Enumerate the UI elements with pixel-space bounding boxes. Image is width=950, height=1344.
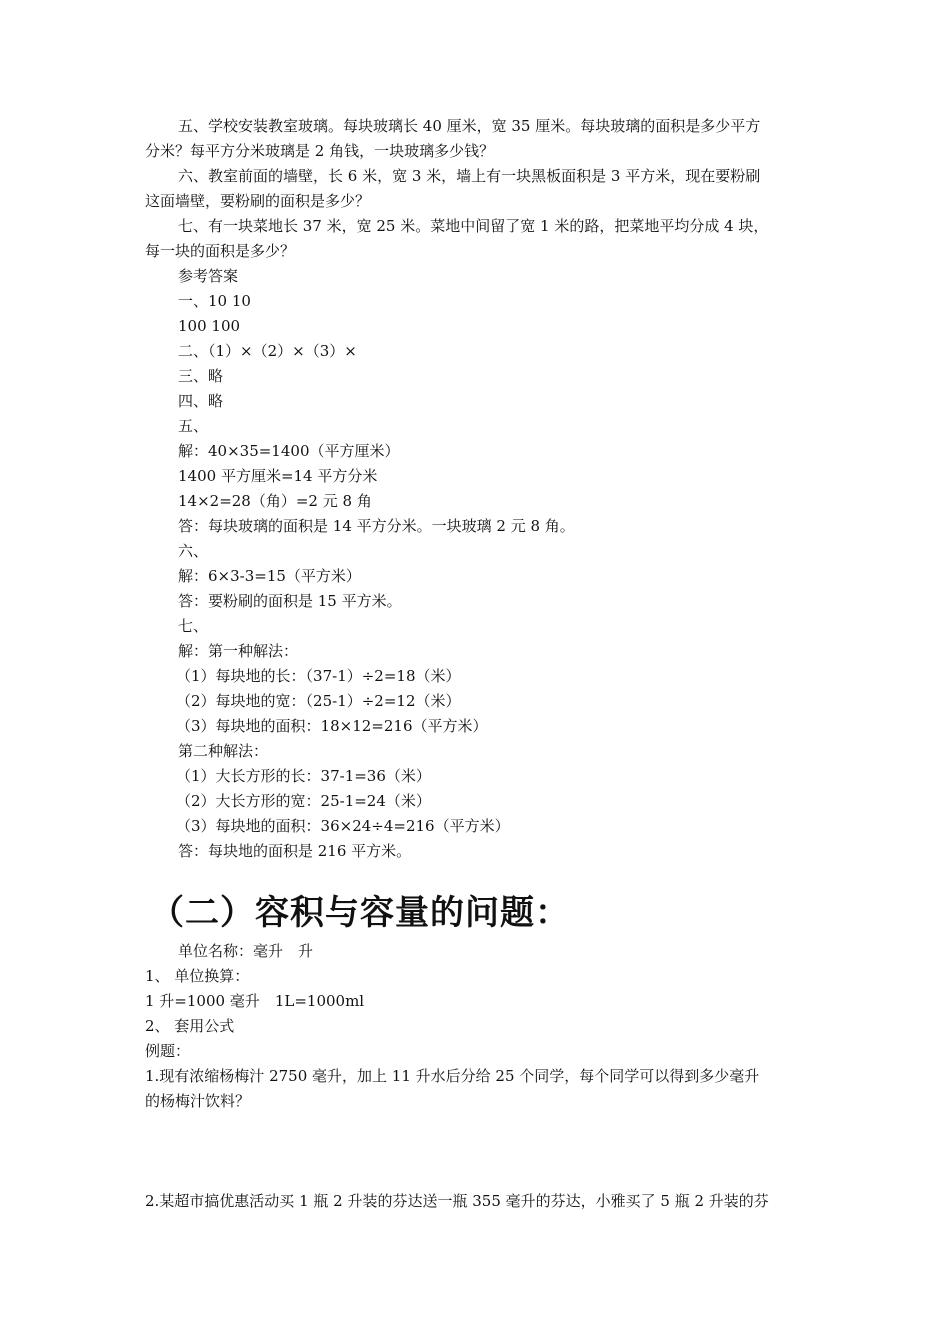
answer-5-label: 五、 bbox=[178, 417, 209, 435]
answers-title: 参考答案 bbox=[178, 267, 239, 285]
answer-5-step-1: 解：40×35=1400（平方厘米） bbox=[178, 442, 400, 460]
problem-5-line-1: 五、学校安装教室玻璃。每块玻璃长 40 厘米，宽 35 厘米。每块玻璃的面积是多少平方 bbox=[178, 117, 761, 135]
example-1-line-1: 1.现有浓缩杨梅汁 2750 毫升，加上 11 升水后分给 25 个同学，每个同学可以得到多少毫升 bbox=[145, 1067, 760, 1085]
answer-7-step-5: （2）大长方形的宽：25-1=24（米） bbox=[176, 792, 431, 810]
answer-7-step-3: （3）每块地的面积：18×12=216（平方米） bbox=[176, 717, 488, 735]
answer-7-method-1: 解：第一种解法： bbox=[178, 642, 299, 660]
problem-7-line-2: 每一块的面积是多少？ bbox=[145, 242, 296, 260]
answer-7-step-2: （2）每块地的宽：（25-1）÷2=12（米） bbox=[176, 692, 461, 710]
example-1-line-2: 的杨梅汁饮料？ bbox=[145, 1092, 251, 1110]
item-1-unit-conversion: 1、 单位换算： bbox=[145, 967, 250, 985]
answer-5-step-3: 14×2=28（角）=2 元 8 角 bbox=[178, 492, 372, 510]
answer-6-label: 六、 bbox=[178, 542, 209, 560]
item-2-formula: 2、 套用公式 bbox=[145, 1017, 235, 1035]
answer-7-method-2: 第二种解法： bbox=[178, 742, 269, 760]
answer-2: 二、（1）×（2）×（3）× bbox=[178, 342, 357, 360]
problem-5-line-2: 分米？每平方分米玻璃是 2 角钱，一块玻璃多少钱？ bbox=[145, 142, 495, 160]
answer-7-step-4: （1）大长方形的长：37-1=36（米） bbox=[176, 767, 431, 785]
answer-6-step-1: 解：6×3-3=15（平方米） bbox=[178, 567, 361, 585]
answer-7-step-6: （3）每块地的面积：36×24÷4=216（平方米） bbox=[176, 817, 510, 835]
answer-3: 三、略 bbox=[178, 367, 224, 385]
answer-7-conclusion: 答：每块地的面积是 216 平方米。 bbox=[178, 842, 412, 860]
answer-5-conclusion: 答：每块玻璃的面积是 14 平方分米。一块玻璃 2 元 8 角。 bbox=[178, 517, 575, 535]
answer-1-line-2: 100 100 bbox=[178, 317, 241, 335]
example-label: 例题： bbox=[145, 1042, 191, 1060]
answer-1-line-1: 一、10 10 bbox=[178, 292, 251, 310]
answer-7-step-1: （1）每块地的长：（37-1）÷2=18（米） bbox=[176, 667, 461, 685]
section-heading: （二）容积与容量的问题： bbox=[150, 893, 570, 933]
problem-7-line-1: 七、有一块菜地长 37 米，宽 25 米。菜地中间留了宽 1 米的路，把菜地平均分成 4 块， bbox=[178, 217, 769, 235]
answer-5-step-2: 1400 平方厘米=14 平方分米 bbox=[178, 467, 378, 485]
unit-names: 单位名称：毫升 升 bbox=[178, 942, 314, 960]
answer-6-conclusion: 答：要粉刷的面积是 15 平方米。 bbox=[178, 592, 402, 610]
problem-6-line-2: 这面墙壁，要粉刷的面积是多少？ bbox=[145, 192, 371, 210]
example-2-line-1: 2.某超市搞优惠活动买 1 瓶 2 升装的芬达送一瓶 355 毫升的芬达，小雅买了 5 瓶 2 升装的芬 bbox=[145, 1192, 769, 1210]
problem-6-line-1: 六、教室前面的墙壁，长 6 米，宽 3 米，墙上有一块黑板面积是 3 平方米，现在要粉刷 bbox=[178, 167, 761, 185]
answer-4: 四、略 bbox=[178, 392, 224, 410]
answer-7-label: 七、 bbox=[178, 617, 209, 635]
conversion-formula: 1 升=1000 毫升 1L=1000ml bbox=[145, 992, 365, 1010]
